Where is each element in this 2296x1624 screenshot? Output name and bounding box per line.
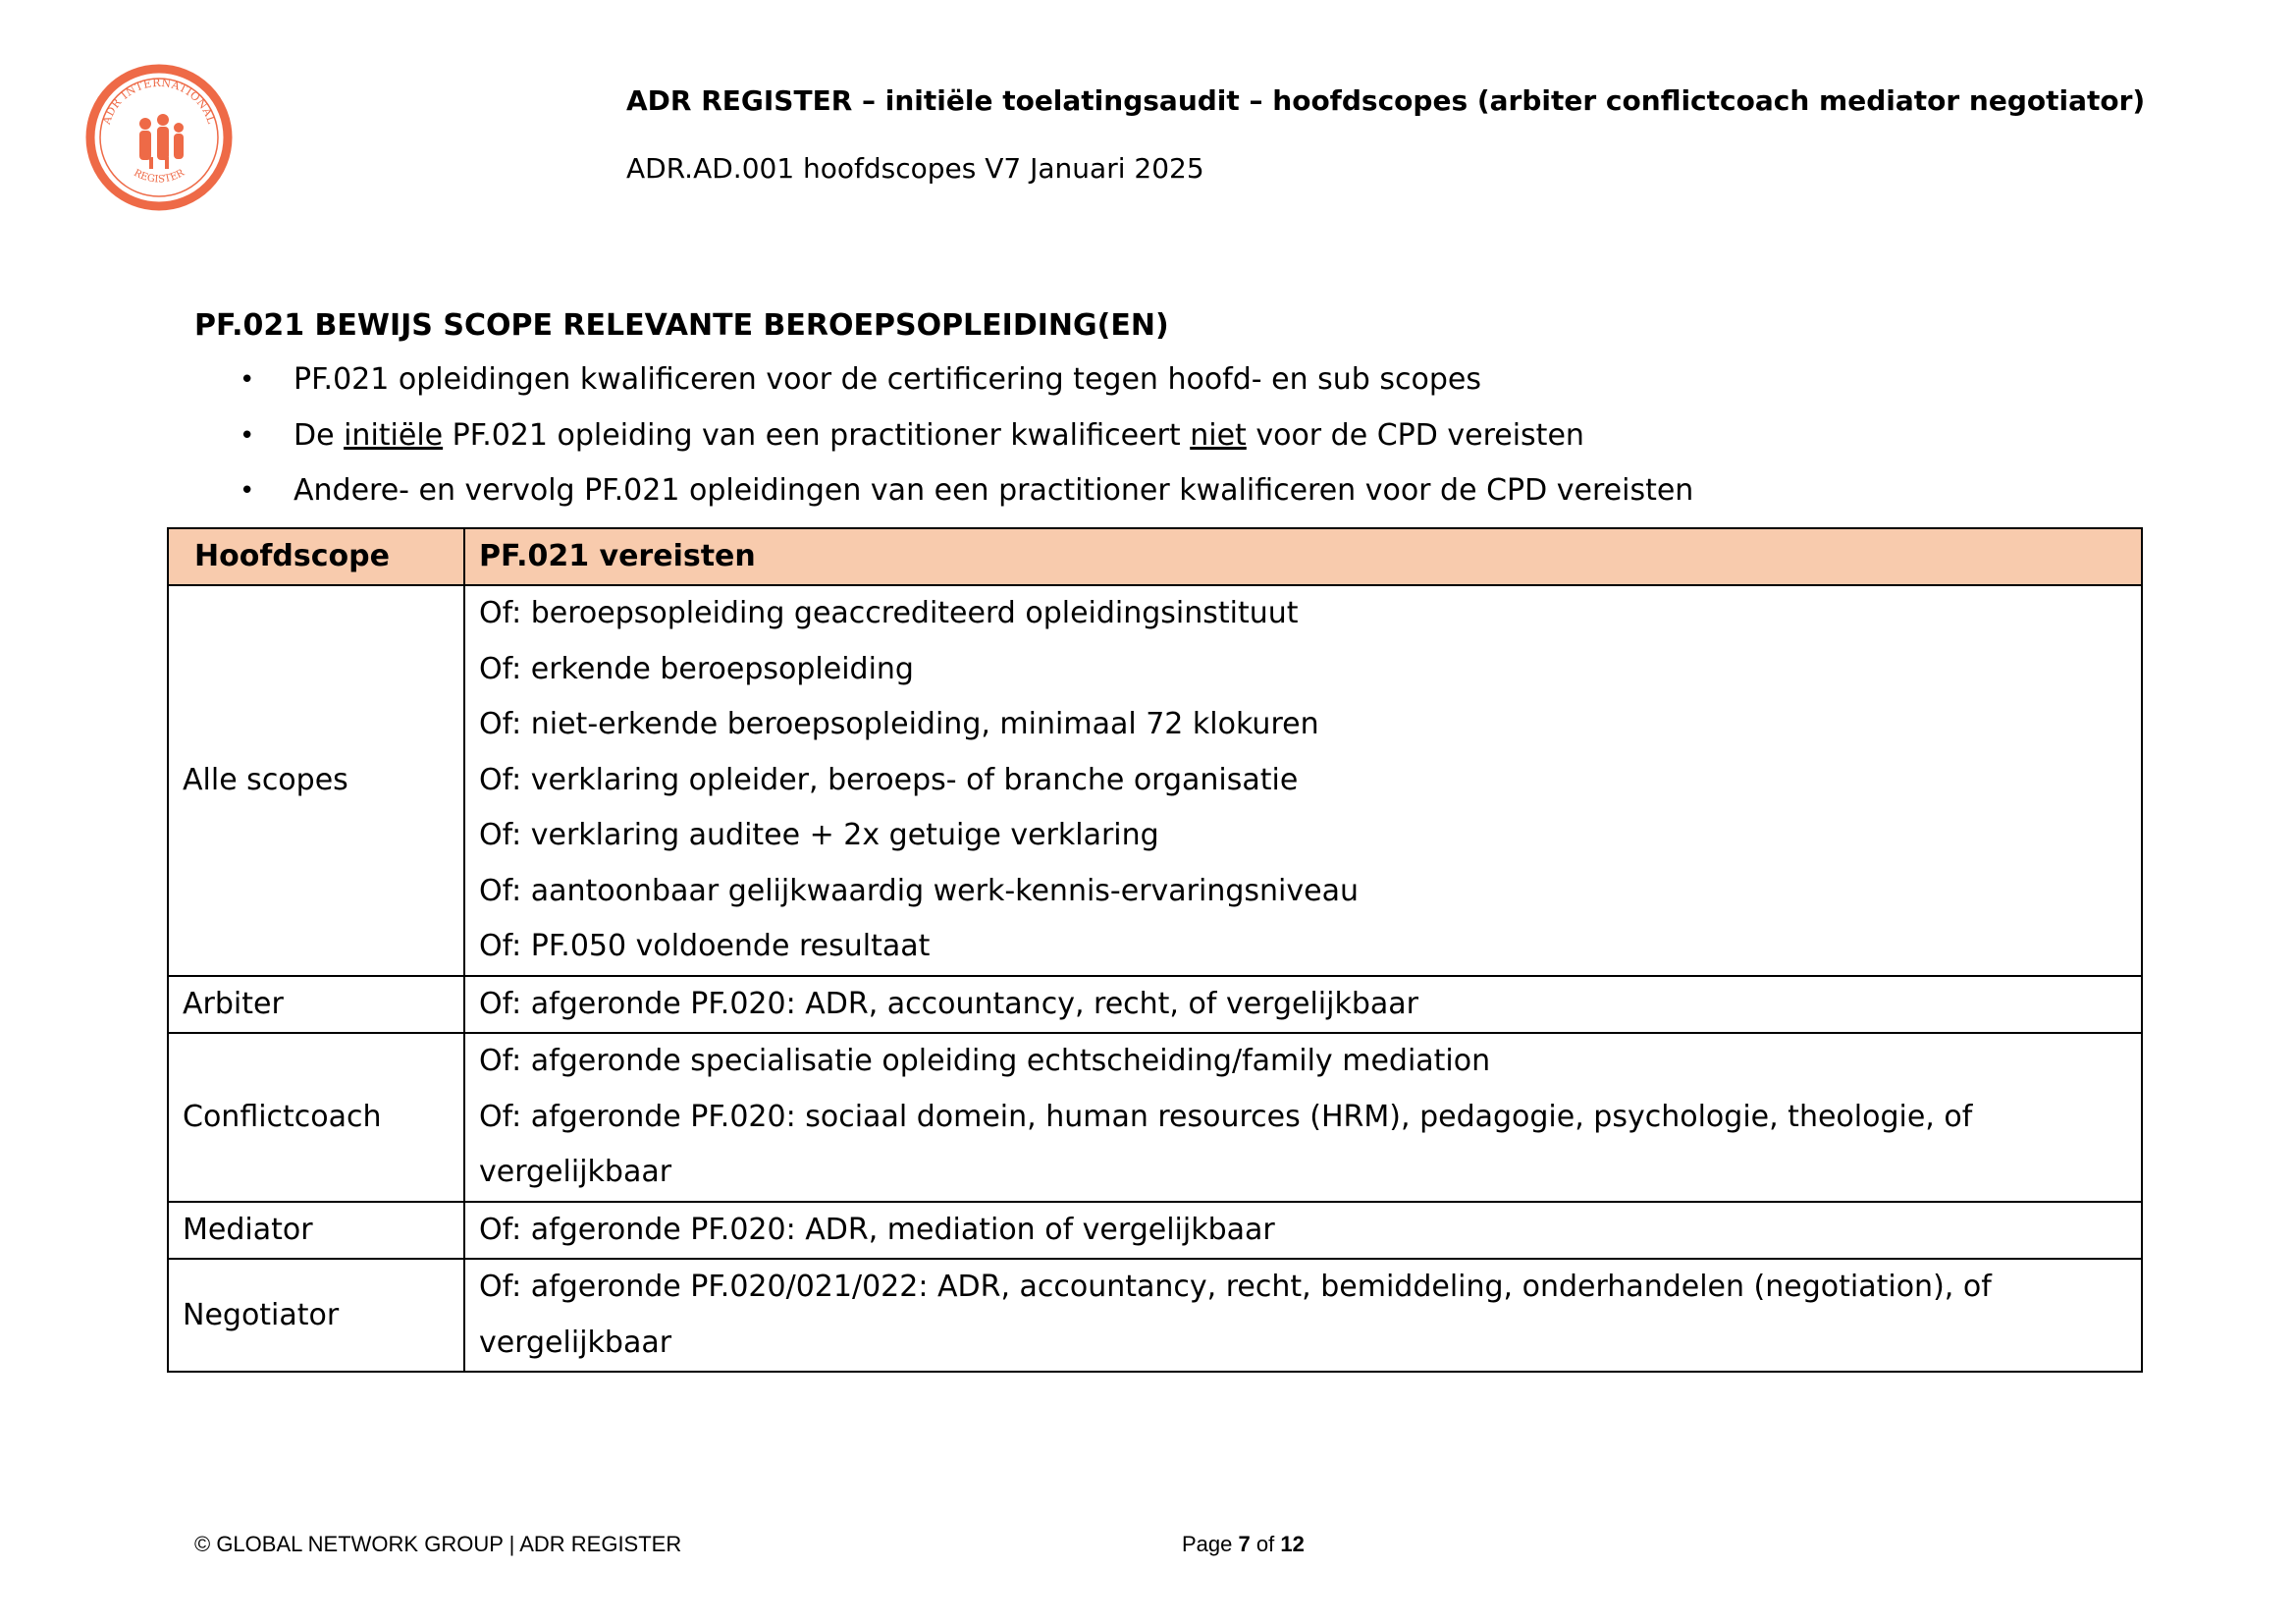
bullet-text: De <box>294 417 345 453</box>
bullet-text: PF.021 opleidingen kwalificeren voor de certificering tegen hoofd- en sub scopes <box>294 362 1481 397</box>
bullet-item <box>240 359 1693 415</box>
bullet-item <box>240 415 1693 471</box>
scope-cell: Arbiter <box>168 976 464 1034</box>
adr-international-register-logo <box>84 63 234 212</box>
table-row <box>168 585 2142 976</box>
scope-cell: Conflictcoach <box>168 1033 464 1202</box>
underlined-niet: niet <box>1190 417 1247 453</box>
requirement-line: Of: afgeronde PF.020: ADR, accountancy, recht, of vergelijkbaar <box>479 986 1418 1021</box>
requirements-cell <box>464 1259 2142 1372</box>
requirements-cell <box>464 1033 2142 1202</box>
requirement-line: Of: afgeronde specialisatie opleiding echtscheiding/family mediation <box>479 1044 1491 1078</box>
logo-text-top: ADR INTERNATIONAL <box>99 76 219 127</box>
scope-requirements-table <box>167 527 2143 1373</box>
page-label: Page <box>1182 1532 1239 1556</box>
requirement-line: Of: aantoonbaar gelijkwaardig werk-kennis-ervaringsniveau <box>479 873 1359 908</box>
requirement-line: Of: PF.050 voldoende resultaat <box>479 929 931 963</box>
requirements-cell <box>464 585 2142 976</box>
requirement-line: Of: verklaring opleider, beroeps- of branche organisatie <box>479 762 1299 797</box>
requirement-line: Of: beroepsopleiding geaccrediteerd opleidingsinstituut <box>479 596 1299 630</box>
bullet-text: PF.021 opleiding van een practitioner kwalificeert <box>443 417 1191 453</box>
requirement-line: Of: erkende beroepsopleiding <box>479 651 914 686</box>
requirement-line: Of: verklaring auditee + 2x getuige verklaring <box>479 818 1159 852</box>
footer-copyright: © GLOBAL NETWORK GROUP | ADR REGISTER <box>194 1532 682 1556</box>
section-title: PF.021 BEWIJS SCOPE RELEVANTE BEROEPSOPLEIDING(EN) <box>194 308 1169 343</box>
bullet-item <box>240 470 1693 526</box>
bullet-list <box>240 359 1693 526</box>
logo-text-bottom: REGISTER <box>132 167 187 186</box>
table-row <box>168 1202 2142 1260</box>
underlined-initiele: initiële <box>344 417 444 453</box>
document-header-subtitle: ADR.AD.001 hoofdscopes V7 Januari 2025 <box>626 152 1204 185</box>
page-of: of <box>1250 1532 1281 1556</box>
requirements-cell <box>464 976 2142 1034</box>
table-row <box>168 976 2142 1034</box>
table-row <box>168 1259 2142 1372</box>
column-header-hoofdscope: Hoofdscope <box>168 528 464 585</box>
page-total: 12 <box>1280 1532 1305 1556</box>
bullet-text: voor de CPD vereisten <box>1246 417 1584 453</box>
scope-cell: Alle scopes <box>168 585 464 976</box>
document-header-title: ADR REGISTER – initiële toelatingsaudit – hoofdscopes (arbiter conflictcoach mediator negotiator) <box>626 84 2146 117</box>
page-current: 7 <box>1238 1532 1251 1556</box>
table-header-row <box>168 528 2142 585</box>
bullet-text: Andere- en vervolg PF.021 opleidingen van een practitioner kwalificeren voor de CPD vereisten <box>294 473 1694 508</box>
table-row <box>168 1033 2142 1202</box>
scope-cell: Mediator <box>168 1202 464 1260</box>
requirement-line: Of: afgeronde PF.020: sociaal domein, human resources (HRM), pedagogie, psychologie, theologie, of vergelijkbaar <box>479 1099 1973 1189</box>
requirement-line: Of: afgeronde PF.020/021/022: ADR, accountancy, recht, bemiddeling, onderhandelen (negotiation), of vergelijkbaar <box>479 1270 1992 1360</box>
footer-page-number <box>1182 1532 1305 1557</box>
column-header-vereisten: PF.021 vereisten <box>464 528 2142 585</box>
requirement-line: Of: afgeronde PF.020: ADR, mediation of vergelijkbaar <box>479 1212 1275 1247</box>
requirement-line: Of: niet-erkende beroepsopleiding, minimaal 72 klokuren <box>479 707 1319 741</box>
scope-cell: Negotiator <box>168 1259 464 1372</box>
requirements-cell <box>464 1202 2142 1260</box>
